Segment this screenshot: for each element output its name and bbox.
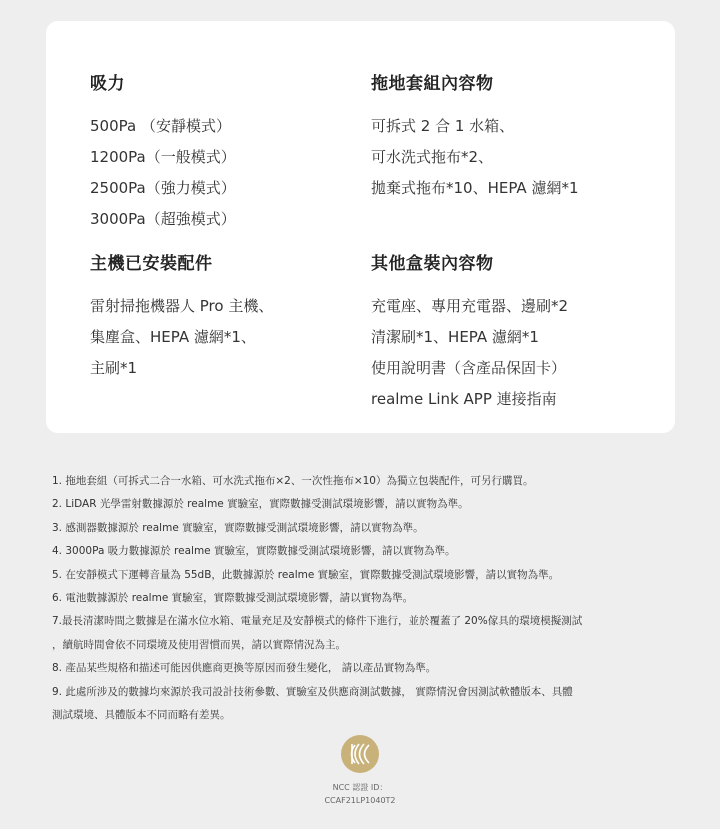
suction-section (90, 73, 360, 235)
footnote: 5. 在安靜模式下運轉音量為 55dB，此數據源於 realme 實驗室，實際數據受測試環境影響，請以實物為準。 (52, 568, 560, 581)
suction-line: 500Pa （安靜模式） (90, 117, 231, 135)
footnotes (52, 470, 692, 727)
footnote: 測試環境、具體版本不同而略有差異。 (52, 709, 231, 722)
other-box-line: realme Link APP 連接指南 (371, 390, 557, 408)
footnote: 6. 電池數據源於 realme 實驗室，實際數據受測試環境影響，請以實物為準。 (52, 592, 414, 605)
ncc-logo-icon (340, 734, 380, 774)
installed-line: 集塵盒、HEPA 濾網*1、 (90, 328, 256, 346)
footnote: 4. 3000Pa 吸力數據源於 realme 實驗室，實際數據受測試環境影響，請以實物為準。 (52, 545, 456, 558)
footnote: 7.最長清潔時間之數據是在滿水位水箱、電量充足及安靜模式的條件下進行，並於覆蓋了 20%傢具的環境模擬測試 (52, 615, 583, 628)
installed-line: 主刷*1 (90, 359, 138, 377)
footnote: 2. LiDAR 光學雷射數據源於 realme 實驗室，實際數據受測試環境影響，請以實物為準。 (52, 498, 469, 511)
installed-line: 雷射掃拖機器人 Pro 主機、 (90, 297, 274, 315)
other-box-contents-section (371, 253, 641, 415)
other-box-line: 充電座、專用充電器、邊刷*2 (371, 297, 569, 315)
suction-line: 1200Pa（一般模式） (90, 148, 236, 166)
installed-accessories-section (90, 253, 360, 384)
mop-kit-line: 拋棄式拖布*10、HEPA 濾網*1 (371, 179, 579, 197)
mop-kit-line: 可拆式 2 合 1 水箱、 (371, 117, 515, 135)
footnote: 9. 此處所涉及的數據均來源於我司設計技術參數、實驗室及供應商測試數據， 實際情況會因測試軟體版本、具體 (52, 685, 573, 698)
ncc-label: NCC 認證 ID： (332, 783, 388, 792)
ncc-id: CCAF21LP1040T2 (324, 796, 396, 805)
other-box-line: 清潔刷*1、HEPA 濾網*1 (371, 328, 539, 346)
mop-kit-title: 拖地套組內容物 (371, 74, 494, 94)
footnote: 8. 產品某些規格和描述可能因供應商更換等原因而發生變化， 請以產品實物為準。 (52, 662, 437, 675)
other-box-line: 使用說明書（含產品保固卡） (371, 359, 567, 377)
mop-kit-line: 可水洗式拖布*2、 (371, 148, 494, 166)
installed-accessories-title: 主機已安裝配件 (90, 254, 213, 274)
footnote: 1. 拖地套組（可拆式二合一水箱、可水洗式拖布×2、一次性拖布×10）為獨立包裝配件，可另行購買。 (52, 475, 534, 487)
footnote: ，續航時間會依不同環境及使用習慣而異，請以實際情況為主。 (52, 638, 346, 651)
mop-kit-section (371, 73, 641, 204)
suction-title: 吸力 (90, 74, 125, 94)
footnote: 3. 感測器數據源於 realme 實驗室，實際數據受測試環境影響，請以實物為準。 (52, 521, 424, 534)
other-box-title: 其他盒裝內容物 (371, 254, 494, 274)
suction-line: 2500Pa（強力模式） (90, 179, 236, 197)
package-contents-card (46, 21, 675, 433)
suction-line: 3000Pa（超強模式） (90, 210, 236, 228)
